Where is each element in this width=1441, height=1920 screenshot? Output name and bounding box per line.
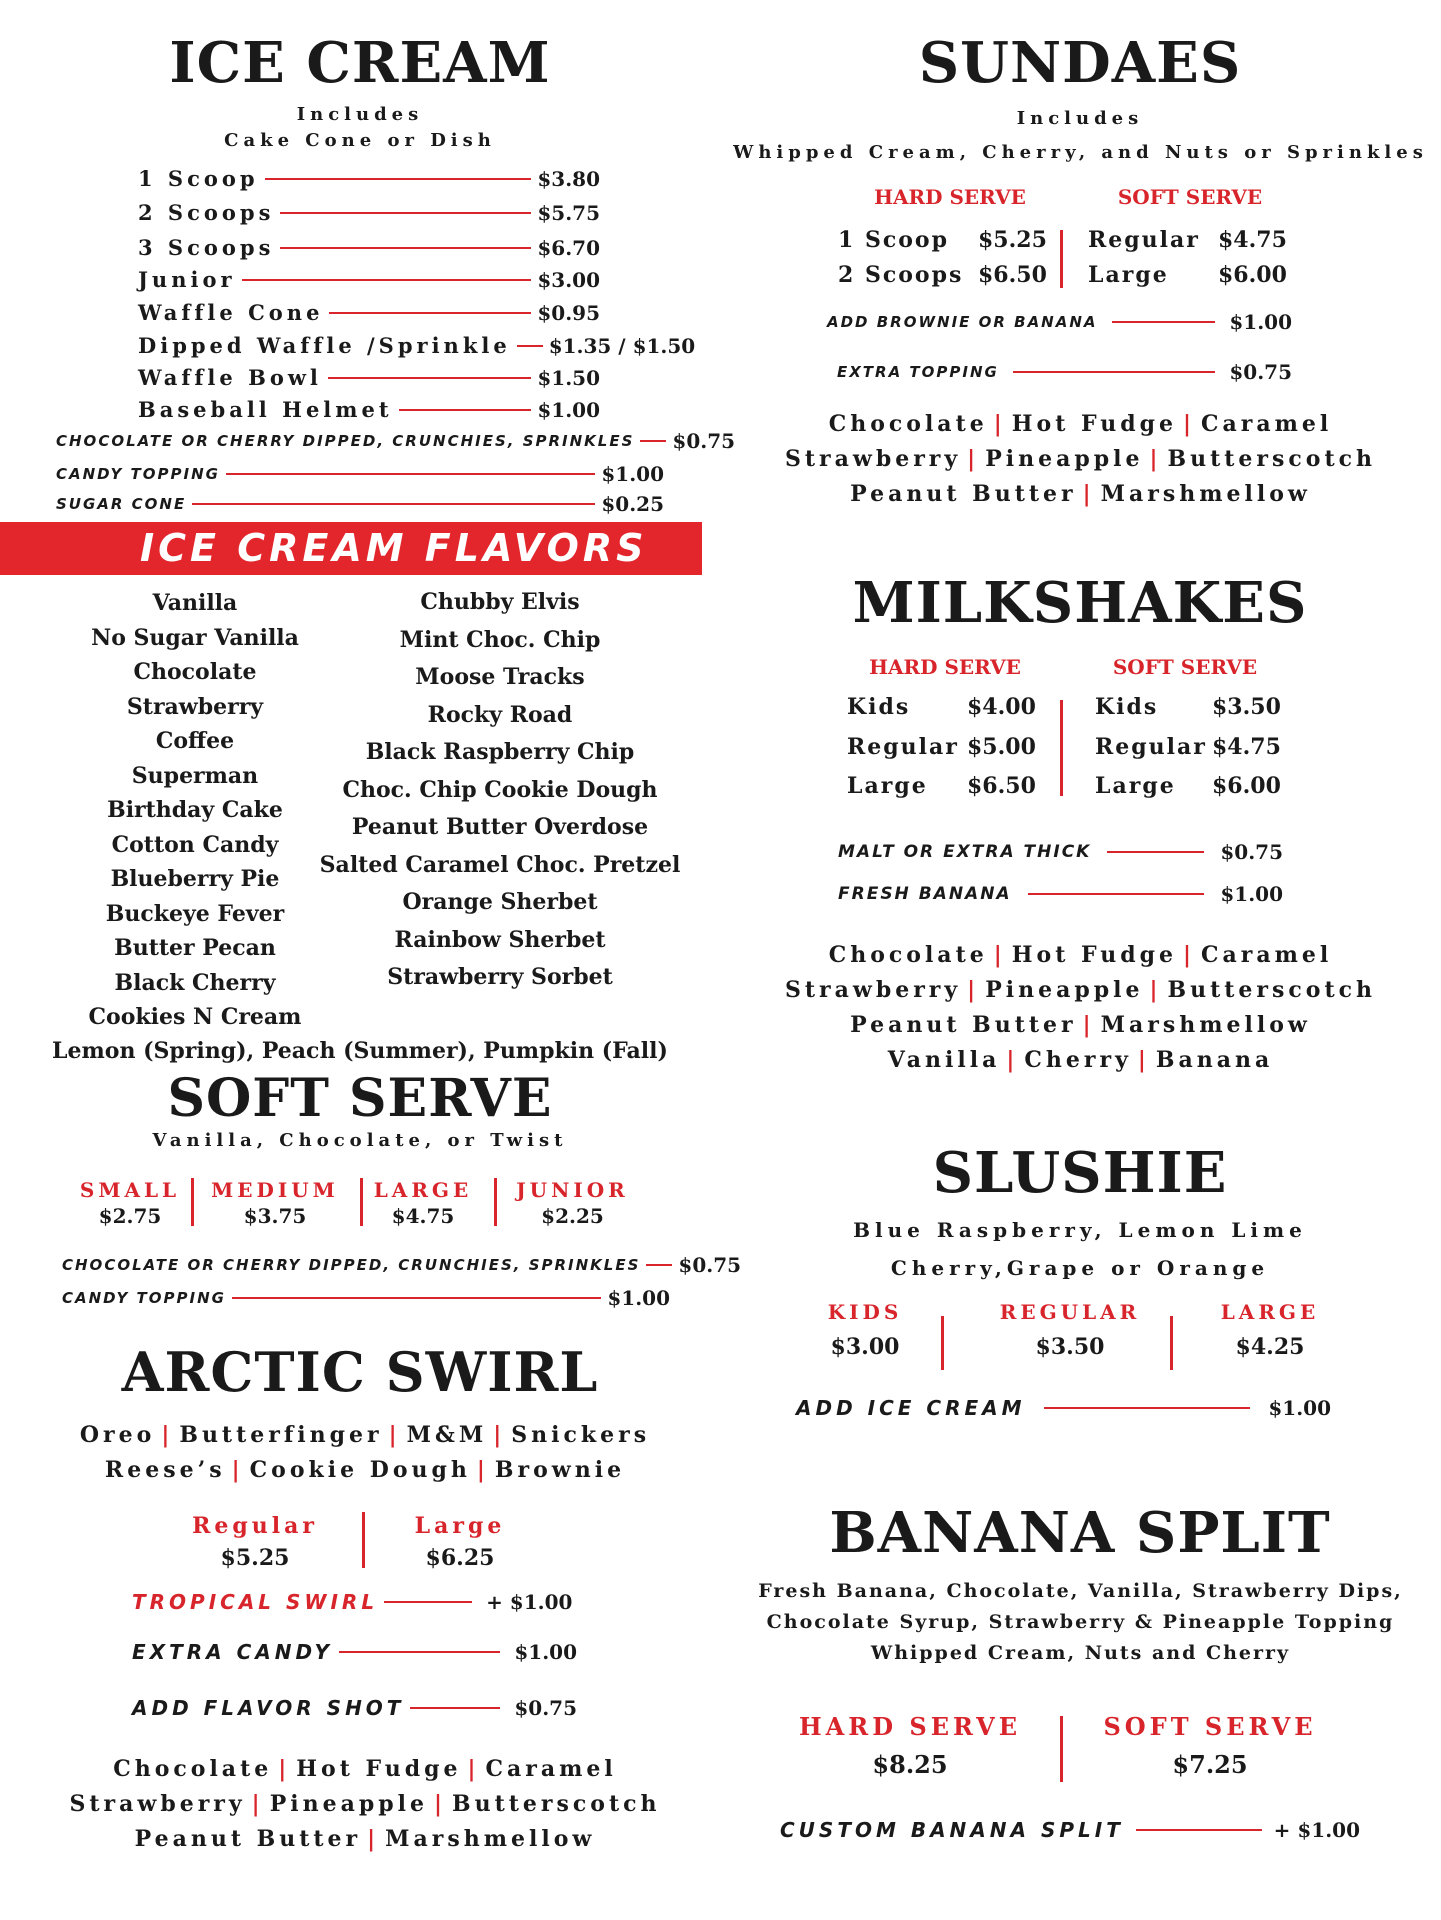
slushie-size-price: $3.50 — [1035, 1334, 1105, 1360]
list-item: Black Cherry — [114, 969, 276, 996]
list-item: Black Raspberry Chip — [365, 739, 635, 765]
shake-hard-price: $4.00 — [967, 694, 1036, 720]
extra-row: CHOCOLATE OR CHERRY DIPPED, CRUNCHIES, SPRINKLES $0.75 — [62, 1253, 742, 1277]
flavors-banner — [0, 522, 702, 575]
soft-size-price: $3.75 — [243, 1204, 307, 1228]
banana-size-label: SOFT SERVE — [1103, 1712, 1317, 1741]
divider — [1060, 230, 1063, 288]
list-item: Rainbow Sherbet — [394, 926, 606, 953]
sundaes-includes-detail: Whipped Cream, Cherry, and Nuts or Sprinkles — [733, 142, 1428, 163]
sundae-soft-label: Regular — [1088, 227, 1200, 253]
shake-soft-label: Regular — [1095, 734, 1207, 760]
shake-soft-label: Kids — [1095, 694, 1159, 720]
slushie-size-label: LARGE — [1220, 1300, 1320, 1324]
list-item: Superman — [131, 762, 259, 789]
divider — [360, 1178, 363, 1226]
arctic-candy-line2: Reese’s | Cookie Dough | Brownie — [104, 1457, 626, 1483]
list-item: Mint Choc. Chip — [399, 626, 601, 653]
slushie-flavors-line1: Blue Raspberry, Lemon Lime — [853, 1218, 1307, 1242]
divider — [362, 1512, 365, 1568]
flavors-left-list — [55, 586, 335, 1035]
extra-row: EXTRA TOPPING $0.75 — [837, 360, 1292, 384]
menu-row: Waffle Bowl $1.50 — [138, 365, 600, 390]
menu-row: Dipped Waffle /Sprinkle $1.35 / $1.50 — [138, 333, 696, 358]
shake-soft-price: $3.50 — [1212, 694, 1281, 720]
extra-row: TROPICAL SWIRL + $1.00 — [132, 1590, 573, 1614]
list-item: Buckeye Fever — [105, 900, 285, 927]
shake-toppings-line3: Peanut Butter | Marshmellow — [850, 1012, 1311, 1038]
arctic-size-label: Large — [414, 1513, 506, 1539]
divider — [941, 1316, 944, 1370]
soft-size-label: JUNIOR — [516, 1178, 629, 1202]
sundaes-hard-header: HARD SERVE — [874, 185, 1026, 209]
menu-row: 3 Scoops $6.70 — [138, 235, 600, 260]
list-item: Strawberry Sorbet — [387, 964, 613, 990]
soft-size-label: LARGE — [373, 1178, 473, 1202]
sundae-hard-price: $6.50 — [978, 262, 1047, 288]
sundaes-title: SUNDAES — [918, 30, 1242, 96]
sundaes-includes: Includes — [1016, 108, 1144, 129]
shake-soft-label: Large — [1095, 773, 1176, 799]
list-item: Moose Tracks — [415, 664, 585, 690]
slushie-size-label: REGULAR — [999, 1300, 1141, 1324]
seasonal-flavors: Lemon (Spring), Peach (Summer), Pumpkin (Fall) — [52, 1038, 668, 1064]
sundae-toppings-line2: Strawberry | Pineapple | Butterscotch — [784, 446, 1376, 472]
menu-row: 2 Scoops $5.75 — [138, 200, 600, 225]
arctic-toppings-line1: Chocolate | Hot Fudge | Caramel — [113, 1756, 617, 1782]
extra-row: EXTRA CANDY $1.00 — [132, 1640, 577, 1664]
extra-row: CUSTOM BANANA SPLIT + $1.00 — [780, 1818, 1360, 1842]
arctic-size-price: $5.25 — [220, 1545, 290, 1571]
extra-row: FRESH BANANA $1.00 — [838, 882, 1283, 906]
banana-desc-line2: Chocolate Syrup, Strawberry & Pineapple Topping — [766, 1611, 1395, 1633]
list-item: Salted Caramel Choc. Pretzel — [319, 851, 681, 878]
soft-serve-sub: Vanilla, Chocolate, or Twist — [152, 1130, 568, 1151]
banana-desc-line1: Fresh Banana, Chocolate, Vanilla, Strawberry Dips, — [758, 1580, 1403, 1602]
shake-soft-price: $4.75 — [1212, 734, 1281, 760]
arctic-toppings-line2: Strawberry | Pineapple | Butterscotch — [69, 1791, 661, 1817]
extra-row: SUGAR CONE $0.25 — [56, 492, 664, 516]
extra-row: CANDY TOPPING $1.00 — [56, 462, 664, 486]
slushie-size-label: KIDS — [827, 1300, 903, 1324]
soft-size-price: $2.75 — [98, 1204, 162, 1228]
extra-row: CHOCOLATE OR CHERRY DIPPED, CRUNCHIES, SPRINKLES $0.75 — [56, 429, 736, 453]
milkshakes-soft-header: SOFT SERVE — [1112, 655, 1258, 679]
milkshakes-title: MILKSHAKES — [852, 570, 1308, 636]
list-item: Coffee — [155, 728, 235, 754]
list-item: Cotton Candy — [111, 831, 279, 858]
list-item: Peanut Butter Overdose — [351, 814, 649, 840]
menu-row: Waffle Cone $0.95 — [138, 300, 600, 325]
arctic-size-label: Regular — [192, 1513, 318, 1539]
shake-toppings-line1: Chocolate | Hot Fudge | Caramel — [828, 942, 1333, 968]
list-item: No Sugar Vanilla — [91, 624, 299, 651]
shake-hard-label: Kids — [847, 694, 911, 720]
list-item: Orange Sherbet — [402, 889, 598, 915]
shake-toppings-line4: Vanilla | Cherry | Banana — [887, 1047, 1274, 1073]
slushie-size-price: $3.00 — [830, 1334, 900, 1360]
list-item: Rocky Road — [427, 701, 573, 728]
slushie-title: SLUSHIE — [932, 1140, 1228, 1206]
list-item: Vanilla — [152, 590, 238, 616]
extra-row: MALT OR EXTRA THICK $0.75 — [838, 840, 1283, 864]
list-item: Strawberry — [126, 693, 264, 720]
banana-desc-line3: Whipped Cream, Nuts and Cherry — [870, 1642, 1291, 1664]
slushie-flavors-line2: Cherry,Grape or Orange — [890, 1256, 1270, 1280]
flavors-banner-title: ICE CREAM FLAVORS — [140, 526, 648, 570]
divider — [1060, 700, 1063, 796]
shake-toppings-line2: Strawberry | Pineapple | Butterscotch — [784, 977, 1376, 1003]
ice-cream-title: ICE CREAM — [169, 30, 551, 96]
slushie-size-price: $4.25 — [1235, 1334, 1305, 1360]
ice-cream-includes: Includes — [296, 104, 424, 125]
sundae-soft-label: Large — [1088, 262, 1169, 288]
arctic-swirl-title: ARCTIC SWIRL — [121, 1340, 599, 1404]
shake-soft-price: $6.00 — [1212, 773, 1281, 799]
soft-size-label: MEDIUM — [211, 1178, 339, 1202]
divider — [494, 1178, 497, 1226]
banana-split-title: BANANA SPLIT — [829, 1500, 1331, 1566]
flavors-right-list — [315, 584, 685, 997]
list-item: Choc. Chip Cookie Dough — [342, 776, 658, 803]
sundae-hard-label: 1 Scoop — [838, 227, 949, 253]
extra-row: ADD ICE CREAM $1.00 — [796, 1396, 1331, 1420]
banana-size-price: $8.25 — [872, 1750, 948, 1779]
milkshakes-hard-header: HARD SERVE — [869, 655, 1021, 679]
divider — [191, 1178, 194, 1226]
sundae-toppings-line3: Peanut Butter | Marshmellow — [850, 481, 1311, 507]
soft-serve-title: SOFT SERVE — [167, 1068, 553, 1129]
shake-hard-price: $6.50 — [967, 773, 1036, 799]
sundae-hard-label: 2 Scoops — [838, 262, 964, 288]
list-item: Chubby Elvis — [420, 589, 580, 615]
shake-hard-label: Large — [847, 773, 928, 799]
extra-row: ADD BROWNIE OR BANANA $1.00 — [827, 310, 1292, 334]
list-item: Butter Pecan — [114, 935, 276, 961]
arctic-toppings-line3: Peanut Butter | Marshmellow — [134, 1826, 596, 1852]
list-item: Chocolate — [133, 659, 257, 685]
soft-size-price: $4.75 — [391, 1204, 455, 1228]
divider — [1170, 1316, 1173, 1370]
menu-row: Junior $3.00 — [138, 267, 600, 292]
list-item: Cookies N Cream — [88, 1004, 302, 1030]
sundae-toppings-line1: Chocolate | Hot Fudge | Caramel — [828, 411, 1333, 437]
extra-row: CANDY TOPPING $1.00 — [62, 1286, 670, 1310]
arctic-size-price: $6.25 — [425, 1545, 495, 1571]
soft-size-label: SMALL — [79, 1178, 181, 1202]
banana-size-price: $7.25 — [1172, 1750, 1248, 1779]
arctic-candy-line1: Oreo | Butterfinger | M&M | Snickers — [79, 1422, 651, 1448]
banana-size-label: HARD SERVE — [798, 1712, 1022, 1741]
ice-cream-includes-detail: Cake Cone or Dish — [224, 130, 496, 151]
menu-row: 1 Scoop $3.80 — [138, 166, 600, 191]
sundae-soft-price: $6.00 — [1218, 262, 1287, 288]
menu-row: Baseball Helmet $1.00 — [138, 397, 600, 422]
list-item: Birthday Cake — [107, 797, 283, 823]
shake-hard-price: $5.00 — [967, 734, 1036, 760]
extra-row: ADD FLAVOR SHOT $0.75 — [132, 1696, 577, 1720]
sundae-hard-price: $5.25 — [978, 227, 1047, 253]
divider — [1060, 1716, 1063, 1782]
shake-hard-label: Regular — [847, 734, 959, 760]
sundae-soft-price: $4.75 — [1218, 227, 1287, 253]
soft-size-price: $2.25 — [541, 1204, 604, 1228]
sundaes-soft-header: SOFT SERVE — [1117, 185, 1263, 209]
list-item: Blueberry Pie — [110, 866, 280, 892]
